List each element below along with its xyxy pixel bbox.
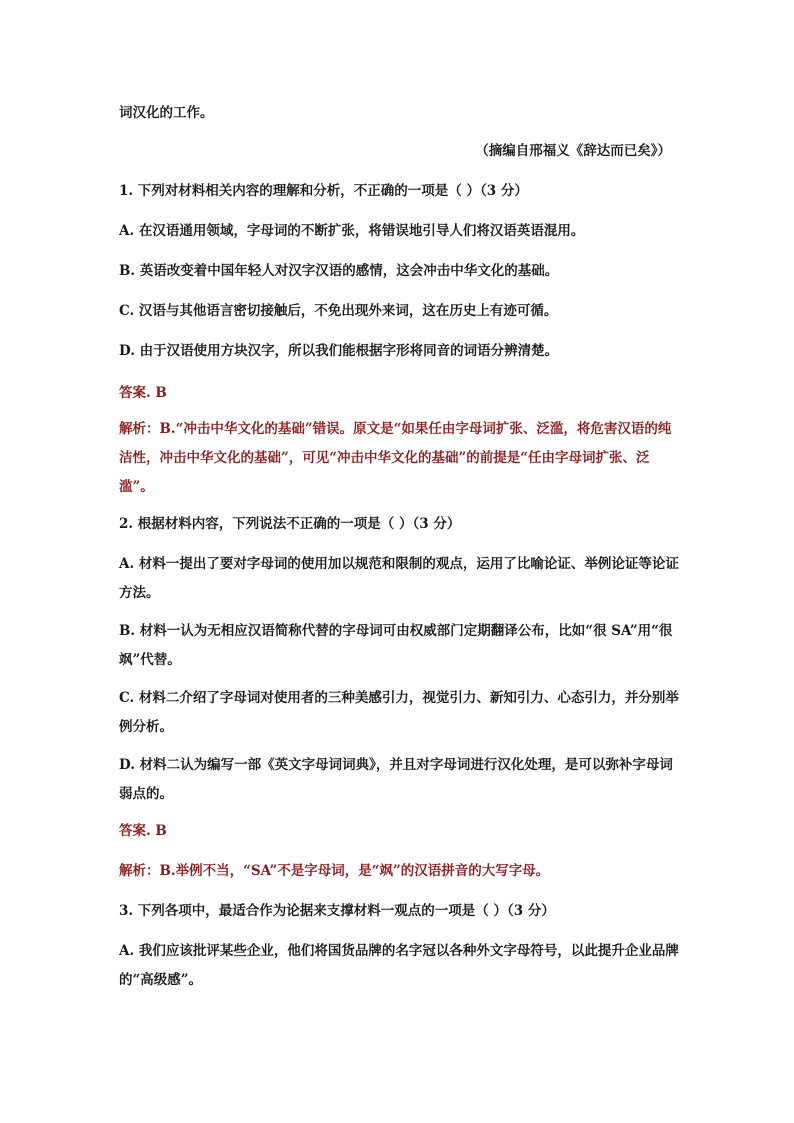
question-1-stem: 1. 下列对材料相关内容的理解和分析，不正确的一项是（ ）（3 分） <box>119 183 528 199</box>
question-2-option-a: A. 材料一提出了要对字母词的使用加以规范和限制的观点，运用了比喻论证、举例论证等论证方法。 <box>119 556 679 601</box>
question-2-option-b: B. 材料一认为无相应汉语简称代替的字母词可由权威部门定期翻译公布，比如“很 SA”用“很飒”代替。 <box>119 623 673 668</box>
intro-tail-text: 词汉化的工作。 <box>119 105 214 121</box>
question-3-option-a: A. 我们应该批评某些企业，他们将国货品牌的名字冠以各种外文字母符号，以此提升企业品牌的“高级感”。 <box>119 943 679 988</box>
source-citation: （摘编自邢福义《辞达而已矣》） <box>475 143 671 159</box>
question-2-stem: 2. 根据材料内容，下列说法不正确的一项是（ ）（3 分） <box>119 516 461 532</box>
question-1-analysis: 解析：B.“冲击中华文化的基础”错误。原文是“如果任由字母词扩张、泛滥，将危害汉语的纯洁性，冲击中华文化的基础”，可见“冲击中华文化的基础”的前提是“任由字母词扩张、泛滥”。 <box>119 421 672 495</box>
question-2-option-c: C. 材料二介绍了字母词对使用者的三种美感引力，视觉引力、新知引力、心态引力，并分别举例分析。 <box>119 690 679 735</box>
question-2-option-d: D. 材料二认为编写一部《英文字母词词典》，并且对字母词进行汉化处理，是可以弥补字母词弱点的。 <box>119 757 673 802</box>
question-1-option-c: C. 汉语与其他语言密切接触后，不免出现外来词，这在历史上有迹可循。 <box>119 303 558 319</box>
question-1-answer: 答案. B <box>119 385 167 401</box>
question-1-option-d: D. 由于汉语使用方块汉字，所以我们能根据字形将同音的词语分辨清楚。 <box>119 343 559 359</box>
question-1-option-a: A. 在汉语通用领域，字母词的不断扩张，将错误地引导人们将汉语英语混用。 <box>119 223 585 239</box>
document-page <box>119 0 679 1123</box>
question-1-option-b: B. 英语改变着中国年轻人对汉字汉语的感情，这会冲击中华文化的基础。 <box>119 263 559 279</box>
question-2-answer: 答案. B <box>119 823 167 839</box>
question-2-analysis: 解析：B.举例不当，“SA”不是字母词，是“飒”的汉语拼音的大写字母。 <box>119 863 550 879</box>
question-3-stem: 3. 下列各项中，最适合作为论据来支撑材料一观点的一项是（ ）（3 分） <box>119 903 555 919</box>
